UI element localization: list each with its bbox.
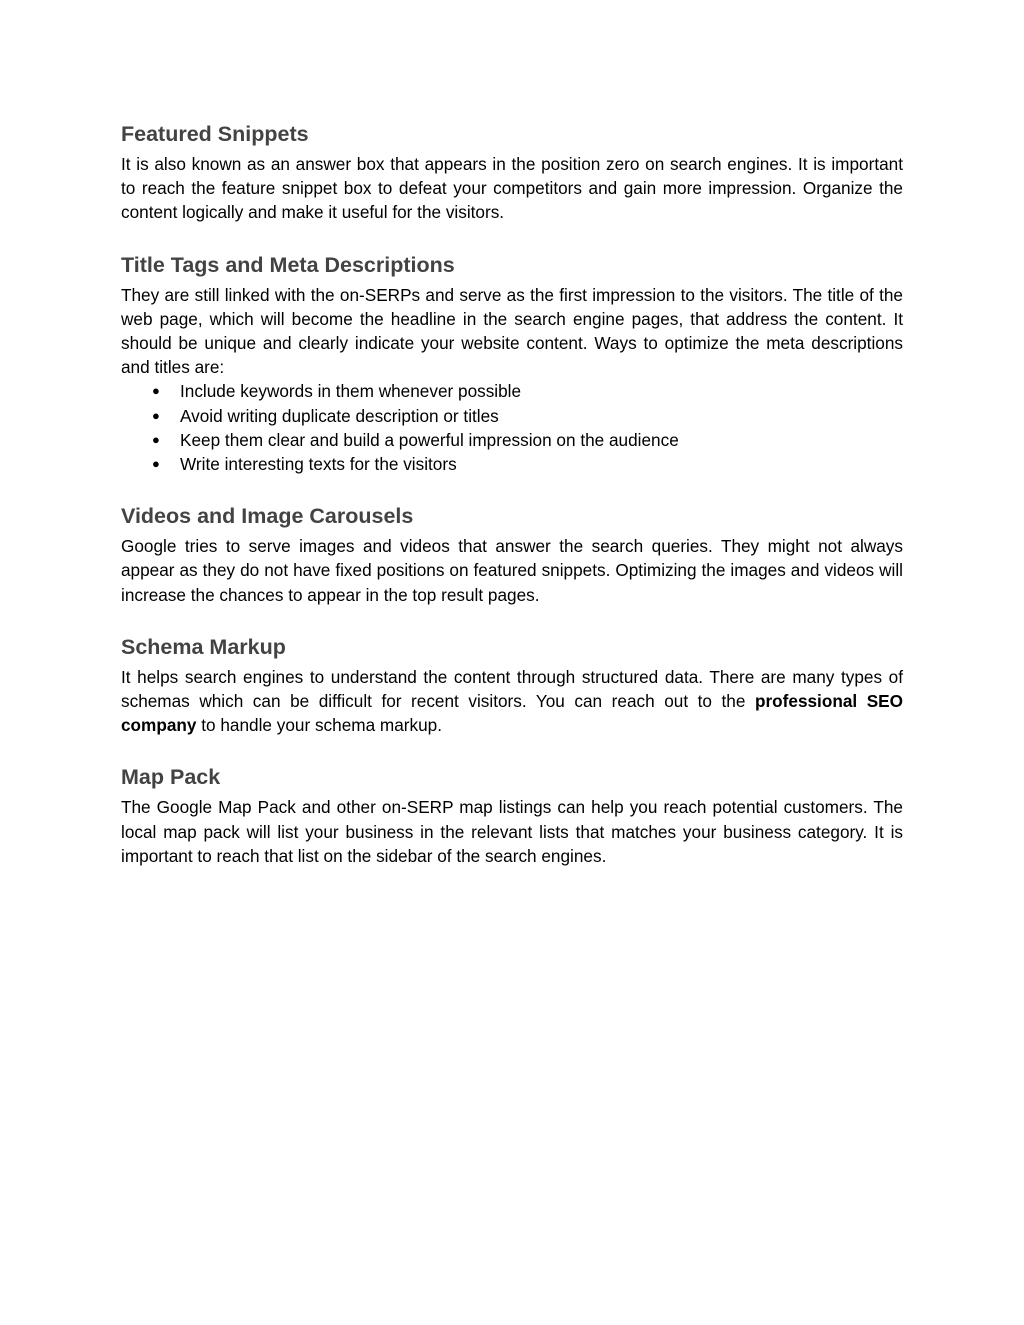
list-item-text: Avoid writing duplicate description or titles — [180, 405, 499, 426]
section-paragraph: They are still linked with the on-SERPs and serve as the first impression to the visitors. The title of the web page, which will become the headline in the search engine pages, that address the content. It should be unique and clearly indicate your website content. Ways to optimize the meta descriptions and titles are: — [121, 284, 903, 378]
bold-phrase: professional SEO company — [121, 691, 904, 736]
list-item-text: Keep them clear and build a powerful impression on the audience — [180, 429, 679, 450]
list-item — [121, 404, 903, 428]
section-videos-image-carousels — [121, 500, 903, 607]
list-item-text: Include keywords in them whenever possible — [180, 381, 522, 402]
section-heading: Videos and Image Carousels — [121, 504, 414, 529]
section-paragraph: It is also known as an answer box that appears in the position zero on search engines. It is important to reach the feature snippet box to defeat your competitors and gain more impression. Organize the content logically and make it useful for the visitors. — [121, 154, 903, 223]
document-page — [121, 118, 903, 892]
section-title-tags — [121, 249, 903, 477]
list-item — [121, 452, 903, 476]
paragraph-text-after: to handle your schema markup. — [196, 715, 442, 736]
section-heading: Schema Markup — [121, 634, 286, 659]
section-paragraph — [121, 665, 903, 738]
bullet-list — [121, 379, 903, 476]
section-heading: Title Tags and Meta Descriptions — [121, 252, 455, 277]
section-map-pack — [121, 761, 903, 868]
bullet-icon: ● — [152, 456, 160, 472]
list-item-text: Write interesting texts for the visitors — [180, 454, 457, 475]
section-paragraph: Google tries to serve images and videos that answer the search queries. They might not always appear as they do not have fixed positions on featured snippets. Optimizing the images and videos will increase the chances to appear in the top result pages. — [121, 536, 903, 605]
bullet-icon: ● — [152, 431, 160, 447]
section-schema-markup — [121, 631, 903, 738]
section-paragraph: The Google Map Pack and other on-SERP map listings can help you reach potential customers. The local map pack will list your business in the relevant lists that matches your business category. It is important to reach that list on the sidebar of the search engines. — [121, 797, 903, 866]
section-heading: Map Pack — [121, 765, 221, 790]
paragraph-text-before: It helps search engines to understand the content through structured data. There are many types of schemas which can be difficult for recent visitors. You can reach out to the — [121, 666, 903, 712]
bullet-icon: ● — [152, 383, 160, 399]
bullet-icon: ● — [152, 407, 160, 423]
list-item — [121, 379, 903, 403]
list-item — [121, 428, 903, 452]
section-featured-snippets — [121, 118, 903, 225]
section-heading: Featured Snippets — [121, 122, 309, 146]
